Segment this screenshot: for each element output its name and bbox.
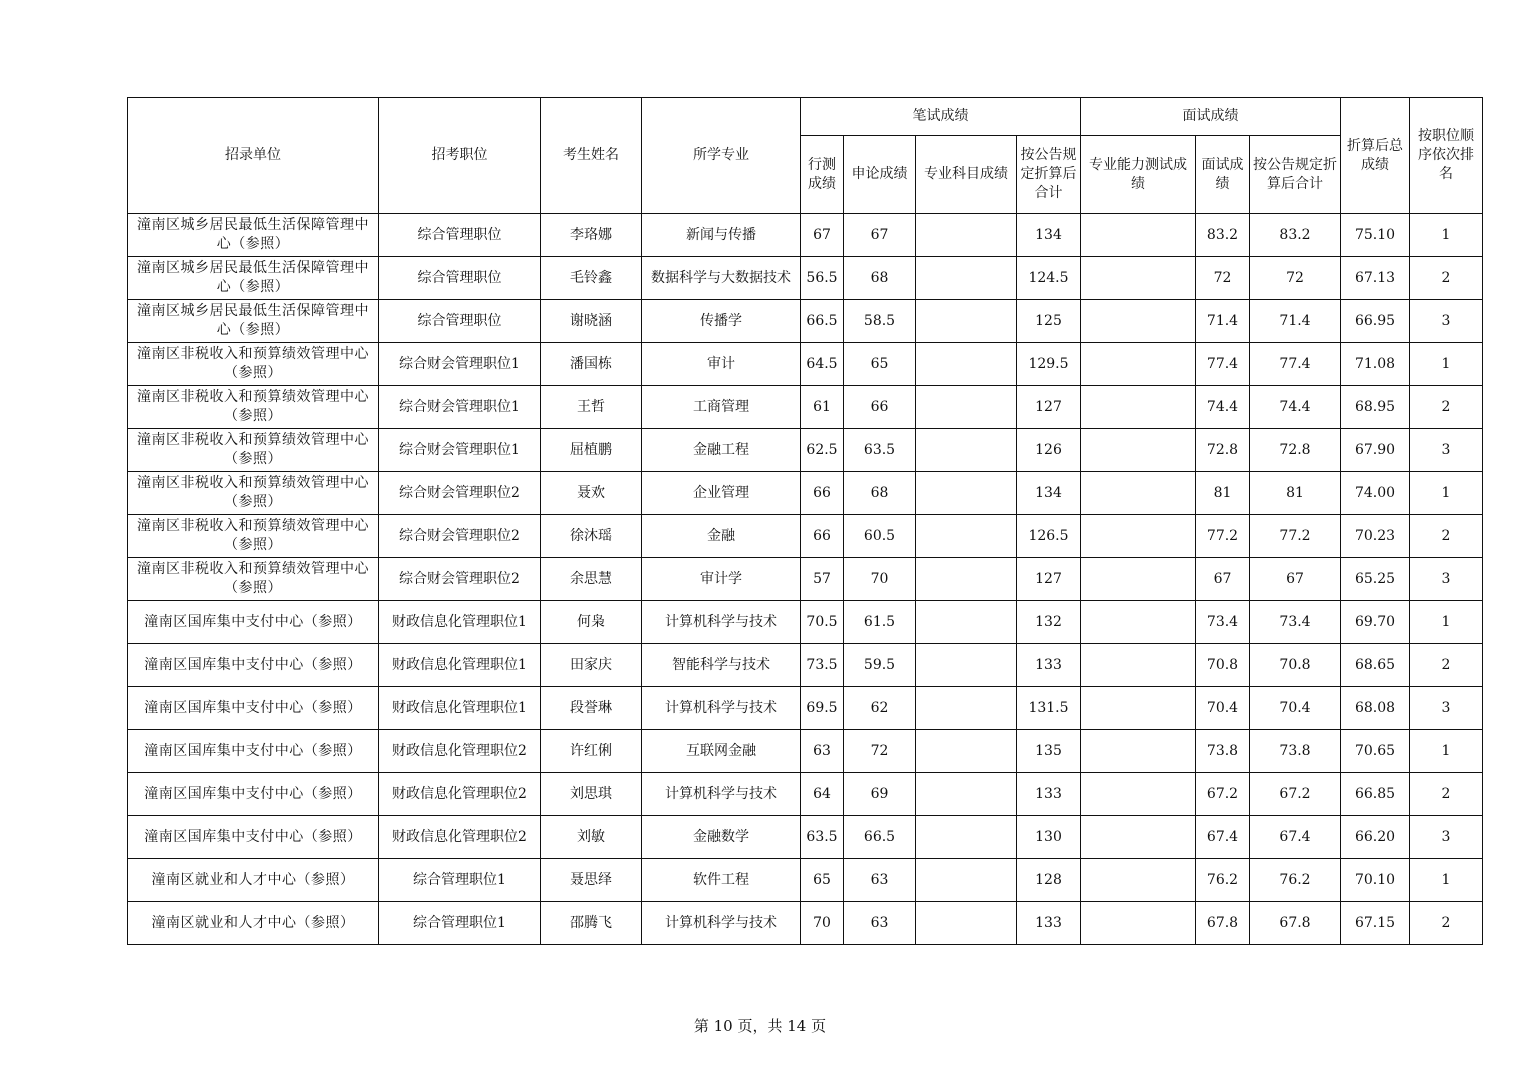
cell-name: 王哲: [541, 386, 642, 429]
cell-ability-test: [1081, 558, 1196, 601]
cell-written-total: 126: [1017, 429, 1081, 472]
cell-position: 综合管理职位: [379, 257, 541, 300]
cell-unit: 潼南区国库集中支付中心（参照）: [128, 730, 379, 773]
cell-written-total: 127: [1017, 386, 1081, 429]
cell-xingce: 70: [801, 902, 844, 945]
cell-name: 毛铃鑫: [541, 257, 642, 300]
cell-ability-test: [1081, 343, 1196, 386]
cell-unit: 潼南区非税收入和预算绩效管理中心（参照）: [128, 429, 379, 472]
cell-zhuanye-subject: [916, 558, 1017, 601]
cell-final-total: 68.95: [1341, 386, 1410, 429]
cell-interview-total: 77.2: [1250, 515, 1341, 558]
cell-shenlun: 63.5: [844, 429, 916, 472]
cell-major: 新闻与传播: [642, 214, 801, 257]
cell-interview-score: 72: [1196, 257, 1250, 300]
cell-interview-score: 70.4: [1196, 687, 1250, 730]
cell-shenlun: 70: [844, 558, 916, 601]
cell-unit: 潼南区就业和人才中心（参照）: [128, 859, 379, 902]
cell-name: 李珞娜: [541, 214, 642, 257]
header-interview-group: 面试成绩: [1081, 98, 1341, 136]
cell-written-total: 125: [1017, 300, 1081, 343]
cell-shenlun: 63: [844, 859, 916, 902]
cell-final-total: 75.10: [1341, 214, 1410, 257]
header-shenlun: 申论成绩: [844, 136, 916, 214]
cell-ability-test: [1081, 515, 1196, 558]
cell-major: 计算机科学与技术: [642, 773, 801, 816]
cell-shenlun: 61.5: [844, 601, 916, 644]
cell-xingce: 61: [801, 386, 844, 429]
cell-major: 企业管理: [642, 472, 801, 515]
cell-shenlun: 63: [844, 902, 916, 945]
cell-interview-total: 83.2: [1250, 214, 1341, 257]
cell-ability-test: [1081, 730, 1196, 773]
cell-final-total: 74.00: [1341, 472, 1410, 515]
cell-ability-test: [1081, 386, 1196, 429]
cell-xingce: 70.5: [801, 601, 844, 644]
cell-interview-score: 76.2: [1196, 859, 1250, 902]
cell-interview-total: 74.4: [1250, 386, 1341, 429]
cell-name: 邵腾飞: [541, 902, 642, 945]
header-interview-total: 按公告规定折算后合计: [1250, 136, 1341, 214]
cell-interview-score: 71.4: [1196, 300, 1250, 343]
cell-written-total: 134: [1017, 472, 1081, 515]
cell-rank: 2: [1410, 902, 1483, 945]
cell-interview-total: 70.8: [1250, 644, 1341, 687]
cell-written-total: 133: [1017, 902, 1081, 945]
header-written-total: 按公告规定折算后合计: [1017, 136, 1081, 214]
cell-position: 财政信息化管理职位1: [379, 687, 541, 730]
cell-interview-score: 73.8: [1196, 730, 1250, 773]
cell-final-total: 66.95: [1341, 300, 1410, 343]
cell-final-total: 67.13: [1341, 257, 1410, 300]
cell-shenlun: 66.5: [844, 816, 916, 859]
header-name: 考生姓名: [541, 98, 642, 214]
cell-ability-test: [1081, 687, 1196, 730]
cell-written-total: 133: [1017, 773, 1081, 816]
cell-zhuanye-subject: [916, 859, 1017, 902]
cell-position: 财政信息化管理职位2: [379, 730, 541, 773]
cell-shenlun: 66: [844, 386, 916, 429]
cell-interview-total: 67.4: [1250, 816, 1341, 859]
cell-ability-test: [1081, 816, 1196, 859]
cell-ability-test: [1081, 859, 1196, 902]
cell-major: 金融工程: [642, 429, 801, 472]
cell-zhuanye-subject: [916, 343, 1017, 386]
cell-zhuanye-subject: [916, 601, 1017, 644]
cell-shenlun: 60.5: [844, 515, 916, 558]
cell-final-total: 66.20: [1341, 816, 1410, 859]
cell-final-total: 70.23: [1341, 515, 1410, 558]
cell-final-total: 69.70: [1341, 601, 1410, 644]
cell-interview-score: 67.8: [1196, 902, 1250, 945]
cell-position: 财政信息化管理职位2: [379, 816, 541, 859]
cell-rank: 3: [1410, 687, 1483, 730]
cell-major: 金融数学: [642, 816, 801, 859]
cell-ability-test: [1081, 773, 1196, 816]
cell-zhuanye-subject: [916, 429, 1017, 472]
cell-xingce: 64.5: [801, 343, 844, 386]
cell-interview-score: 81: [1196, 472, 1250, 515]
cell-written-total: 124.5: [1017, 257, 1081, 300]
cell-name: 徐沐瑶: [541, 515, 642, 558]
table-row: [128, 257, 1483, 300]
cell-position: 财政信息化管理职位1: [379, 644, 541, 687]
cell-interview-total: 73.4: [1250, 601, 1341, 644]
table-row: [128, 687, 1483, 730]
cell-shenlun: 62: [844, 687, 916, 730]
cell-written-total: 126.5: [1017, 515, 1081, 558]
cell-xingce: 63.5: [801, 816, 844, 859]
cell-position: 综合财会管理职位2: [379, 472, 541, 515]
cell-rank: 3: [1410, 300, 1483, 343]
cell-written-total: 132: [1017, 601, 1081, 644]
table-row: [128, 214, 1483, 257]
cell-xingce: 67: [801, 214, 844, 257]
cell-zhuanye-subject: [916, 300, 1017, 343]
cell-zhuanye-subject: [916, 515, 1017, 558]
cell-final-total: 68.65: [1341, 644, 1410, 687]
cell-final-total: 71.08: [1341, 343, 1410, 386]
header-interview-score: 面试成绩: [1196, 136, 1250, 214]
table-row: [128, 730, 1483, 773]
cell-name: 聂欢: [541, 472, 642, 515]
table-row: [128, 859, 1483, 902]
table-body: [128, 214, 1483, 945]
cell-name: 潘国栋: [541, 343, 642, 386]
table-row: [128, 816, 1483, 859]
cell-interview-total: 81: [1250, 472, 1341, 515]
cell-zhuanye-subject: [916, 214, 1017, 257]
cell-interview-score: 74.4: [1196, 386, 1250, 429]
cell-rank: 3: [1410, 429, 1483, 472]
page-footer: 第 10 页，共 14 页: [693, 1017, 827, 1035]
cell-major: 智能科学与技术: [642, 644, 801, 687]
cell-name: 何枭: [541, 601, 642, 644]
cell-interview-score: 70.8: [1196, 644, 1250, 687]
cell-major: 审计学: [642, 558, 801, 601]
cell-position: 综合财会管理职位1: [379, 386, 541, 429]
header-written-group: 笔试成绩: [801, 98, 1081, 136]
cell-written-total: 135: [1017, 730, 1081, 773]
cell-position: 综合财会管理职位1: [379, 429, 541, 472]
cell-shenlun: 68: [844, 257, 916, 300]
cell-ability-test: [1081, 429, 1196, 472]
table-row: [128, 773, 1483, 816]
cell-unit: 潼南区城乡居民最低生活保障管理中心（参照）: [128, 257, 379, 300]
cell-rank: 1: [1410, 859, 1483, 902]
cell-position: 综合管理职位: [379, 300, 541, 343]
header-position: 招考职位: [379, 98, 541, 214]
cell-interview-score: 83.2: [1196, 214, 1250, 257]
header-xingce: 行测成绩: [801, 136, 844, 214]
header-unit: 招录单位: [128, 98, 379, 214]
cell-ability-test: [1081, 257, 1196, 300]
cell-rank: 3: [1410, 816, 1483, 859]
cell-position: 综合管理职位1: [379, 859, 541, 902]
cell-xingce: 57: [801, 558, 844, 601]
cell-zhuanye-subject: [916, 472, 1017, 515]
cell-unit: 潼南区非税收入和预算绩效管理中心（参照）: [128, 343, 379, 386]
cell-interview-total: 76.2: [1250, 859, 1341, 902]
cell-interview-total: 67: [1250, 558, 1341, 601]
cell-name: 聂思绎: [541, 859, 642, 902]
cell-xingce: 66: [801, 515, 844, 558]
cell-major: 计算机科学与技术: [642, 902, 801, 945]
cell-shenlun: 67: [844, 214, 916, 257]
cell-rank: 2: [1410, 386, 1483, 429]
cell-shenlun: 68: [844, 472, 916, 515]
table-row: [128, 300, 1483, 343]
cell-written-total: 129.5: [1017, 343, 1081, 386]
header-final-total: 折算后总成绩: [1341, 98, 1410, 214]
table-row: [128, 558, 1483, 601]
cell-interview-total: 77.4: [1250, 343, 1341, 386]
header-zhuanye-subject: 专业科目成绩: [916, 136, 1017, 214]
cell-rank: 2: [1410, 515, 1483, 558]
cell-major: 数据科学与大数据技术: [642, 257, 801, 300]
cell-xingce: 56.5: [801, 257, 844, 300]
header-major: 所学专业: [642, 98, 801, 214]
table-row: [128, 386, 1483, 429]
table-row: [128, 515, 1483, 558]
cell-ability-test: [1081, 902, 1196, 945]
cell-ability-test: [1081, 472, 1196, 515]
cell-interview-score: 77.2: [1196, 515, 1250, 558]
cell-interview-score: 72.8: [1196, 429, 1250, 472]
cell-written-total: 134: [1017, 214, 1081, 257]
cell-major: 工商管理: [642, 386, 801, 429]
header-rank: 按职位顺序依次排名: [1410, 98, 1483, 214]
cell-unit: 潼南区非税收入和预算绩效管理中心（参照）: [128, 558, 379, 601]
cell-unit: 潼南区就业和人才中心（参照）: [128, 902, 379, 945]
cell-xingce: 63: [801, 730, 844, 773]
table-row: [128, 343, 1483, 386]
cell-rank: 2: [1410, 644, 1483, 687]
cell-interview-total: 72: [1250, 257, 1341, 300]
cell-xingce: 64: [801, 773, 844, 816]
cell-zhuanye-subject: [916, 687, 1017, 730]
cell-major: 金融: [642, 515, 801, 558]
cell-written-total: 127: [1017, 558, 1081, 601]
cell-written-total: 128: [1017, 859, 1081, 902]
cell-ability-test: [1081, 601, 1196, 644]
cell-final-total: 67.90: [1341, 429, 1410, 472]
table-row: [128, 601, 1483, 644]
cell-major: 审计: [642, 343, 801, 386]
cell-shenlun: 69: [844, 773, 916, 816]
cell-rank: 1: [1410, 601, 1483, 644]
cell-shenlun: 72: [844, 730, 916, 773]
cell-final-total: 66.85: [1341, 773, 1410, 816]
cell-final-total: 67.15: [1341, 902, 1410, 945]
cell-rank: 3: [1410, 558, 1483, 601]
cell-name: 屈植鹏: [541, 429, 642, 472]
cell-interview-score: 67: [1196, 558, 1250, 601]
cell-position: 综合财会管理职位2: [379, 558, 541, 601]
cell-zhuanye-subject: [916, 644, 1017, 687]
cell-rank: 2: [1410, 257, 1483, 300]
cell-position: 财政信息化管理职位1: [379, 601, 541, 644]
cell-zhuanye-subject: [916, 816, 1017, 859]
cell-interview-total: 70.4: [1250, 687, 1341, 730]
cell-unit: 潼南区国库集中支付中心（参照）: [128, 644, 379, 687]
cell-unit: 潼南区国库集中支付中心（参照）: [128, 601, 379, 644]
cell-final-total: 70.10: [1341, 859, 1410, 902]
cell-unit: 潼南区城乡居民最低生活保障管理中心（参照）: [128, 300, 379, 343]
cell-written-total: 130: [1017, 816, 1081, 859]
cell-xingce: 73.5: [801, 644, 844, 687]
cell-rank: 1: [1410, 472, 1483, 515]
table-row: [128, 472, 1483, 515]
cell-shenlun: 65: [844, 343, 916, 386]
header-ability-test: 专业能力测试成绩: [1081, 136, 1196, 214]
cell-xingce: 69.5: [801, 687, 844, 730]
cell-rank: 1: [1410, 214, 1483, 257]
cell-name: 谢晓涵: [541, 300, 642, 343]
cell-name: 刘思琪: [541, 773, 642, 816]
cell-zhuanye-subject: [916, 902, 1017, 945]
cell-name: 刘敏: [541, 816, 642, 859]
cell-xingce: 65: [801, 859, 844, 902]
cell-unit: 潼南区国库集中支付中心（参照）: [128, 773, 379, 816]
cell-rank: 1: [1410, 343, 1483, 386]
cell-zhuanye-subject: [916, 730, 1017, 773]
table-row: [128, 429, 1483, 472]
cell-major: 计算机科学与技术: [642, 687, 801, 730]
cell-interview-total: 73.8: [1250, 730, 1341, 773]
cell-name: 许红俐: [541, 730, 642, 773]
cell-unit: 潼南区城乡居民最低生活保障管理中心（参照）: [128, 214, 379, 257]
cell-interview-total: 71.4: [1250, 300, 1341, 343]
cell-unit: 潼南区国库集中支付中心（参照）: [128, 687, 379, 730]
cell-name: 段誉琳: [541, 687, 642, 730]
cell-interview-total: 67.8: [1250, 902, 1341, 945]
score-table: [127, 97, 1483, 945]
cell-zhuanye-subject: [916, 386, 1017, 429]
cell-interview-total: 72.8: [1250, 429, 1341, 472]
table-header: [128, 98, 1483, 214]
cell-final-total: 65.25: [1341, 558, 1410, 601]
cell-written-total: 131.5: [1017, 687, 1081, 730]
cell-rank: 1: [1410, 730, 1483, 773]
cell-position: 财政信息化管理职位2: [379, 773, 541, 816]
cell-xingce: 66: [801, 472, 844, 515]
table-row: [128, 902, 1483, 945]
cell-final-total: 70.65: [1341, 730, 1410, 773]
cell-name: 余思慧: [541, 558, 642, 601]
cell-zhuanye-subject: [916, 257, 1017, 300]
cell-xingce: 66.5: [801, 300, 844, 343]
cell-interview-total: 67.2: [1250, 773, 1341, 816]
cell-shenlun: 59.5: [844, 644, 916, 687]
cell-zhuanye-subject: [916, 773, 1017, 816]
cell-interview-score: 77.4: [1196, 343, 1250, 386]
cell-unit: 潼南区非税收入和预算绩效管理中心（参照）: [128, 472, 379, 515]
cell-interview-score: 67.4: [1196, 816, 1250, 859]
cell-position: 综合管理职位: [379, 214, 541, 257]
cell-rank: 2: [1410, 773, 1483, 816]
cell-xingce: 62.5: [801, 429, 844, 472]
cell-position: 综合财会管理职位2: [379, 515, 541, 558]
cell-position: 综合财会管理职位1: [379, 343, 541, 386]
cell-ability-test: [1081, 300, 1196, 343]
cell-shenlun: 58.5: [844, 300, 916, 343]
cell-unit: 潼南区国库集中支付中心（参照）: [128, 816, 379, 859]
cell-ability-test: [1081, 214, 1196, 257]
cell-position: 综合管理职位1: [379, 902, 541, 945]
cell-written-total: 133: [1017, 644, 1081, 687]
cell-major: 传播学: [642, 300, 801, 343]
cell-unit: 潼南区非税收入和预算绩效管理中心（参照）: [128, 515, 379, 558]
cell-major: 计算机科学与技术: [642, 601, 801, 644]
table-row: [128, 644, 1483, 687]
cell-ability-test: [1081, 644, 1196, 687]
cell-unit: 潼南区非税收入和预算绩效管理中心（参照）: [128, 386, 379, 429]
cell-name: 田家庆: [541, 644, 642, 687]
cell-interview-score: 67.2: [1196, 773, 1250, 816]
cell-final-total: 68.08: [1341, 687, 1410, 730]
cell-major: 互联网金融: [642, 730, 801, 773]
cell-major: 软件工程: [642, 859, 801, 902]
cell-interview-score: 73.4: [1196, 601, 1250, 644]
